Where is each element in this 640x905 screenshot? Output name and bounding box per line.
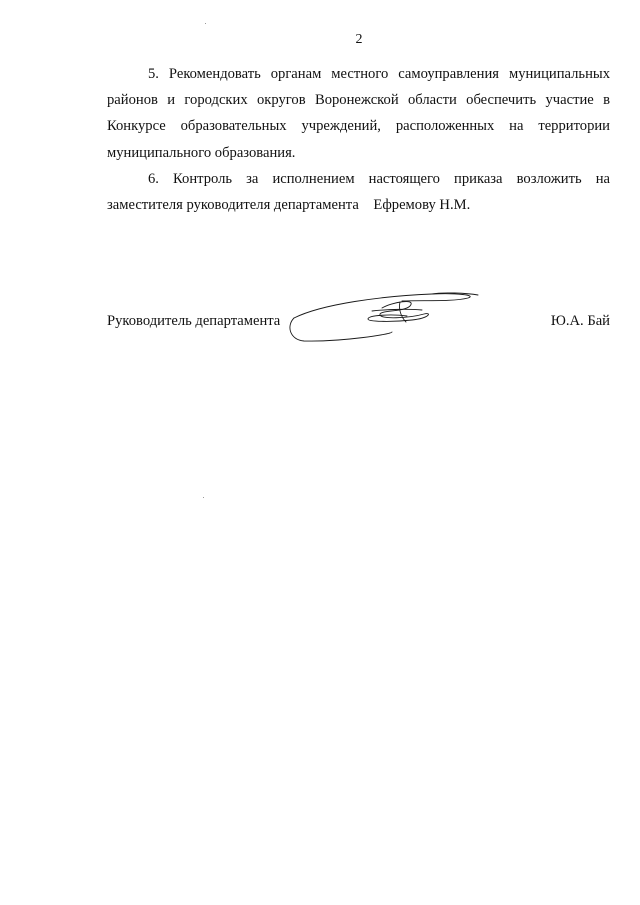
paragraph-line: Конкурсе образовательных учреждений, расположенных на территории	[107, 118, 610, 135]
paragraph-5	[107, 61, 610, 166]
paragraph-line: районов и городских округов Воронежской области обеспечить участие в	[107, 92, 610, 109]
paragraph-line: 6. Контроль за исполнением настоящего приказа возложить на	[148, 171, 610, 187]
handwritten-signature	[282, 292, 482, 352]
paragraph-line: заместителя руководителя департамента Ефремову Н.М.	[107, 197, 471, 214]
paragraph-line: муниципального образования.	[107, 144, 296, 161]
paragraph-6	[107, 166, 610, 218]
paragraph-line: 5. Рекомендовать органам местного самоуправления муниципальных	[148, 66, 610, 82]
scan-speck	[203, 497, 204, 498]
signatory-position: Руководитель департамента	[107, 313, 281, 329]
scan-speck	[205, 23, 206, 24]
page-number: 2	[355, 32, 363, 47]
signature-block	[107, 308, 610, 348]
signatory-name: Ю.А. Бай	[550, 313, 610, 329]
